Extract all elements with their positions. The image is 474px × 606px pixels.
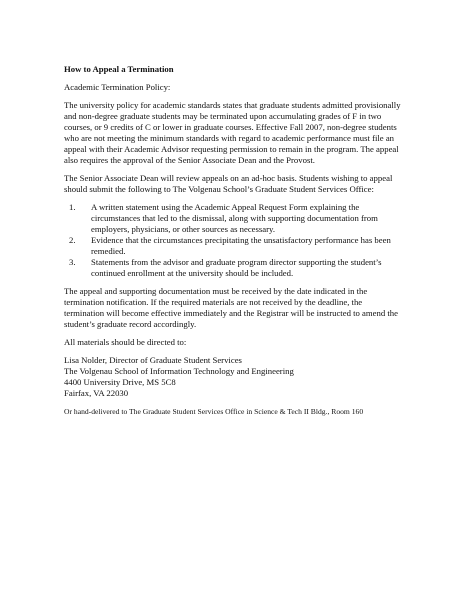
list-item-number: 2.: [69, 235, 76, 245]
review-paragraph: [64, 173, 424, 195]
address-line: Fairfax, VA 22030: [64, 388, 129, 398]
paragraph-line: termination will become effective immediately and the Registrar will be instructed to amend the: [64, 308, 398, 318]
intro-paragraph: [64, 100, 424, 166]
list-item: [69, 257, 424, 279]
list-item-number: 1.: [69, 202, 76, 212]
list-item-number: 3.: [69, 257, 76, 267]
paragraph-line: courses, or 9 credits of C or lower in graduate courses. Effective Fall 2007, non-degree students: [64, 122, 397, 132]
list-item-line: A written statement using the Academic Appeal Request Form explaining the: [91, 202, 360, 212]
mailing-address: [64, 355, 424, 399]
list-item-line: remedied.: [91, 246, 126, 256]
deadline-paragraph: [64, 286, 424, 330]
paragraph-line: and non-degree graduate students may be terminated upon accumulating grades of F in two: [64, 111, 382, 121]
list-item: [69, 202, 424, 235]
list-item-line: Evidence that the circumstances precipitating the unsatisfactory performance has been: [91, 235, 391, 245]
list-item-line: Statements from the advisor and graduate program director supporting the student’s: [91, 257, 382, 267]
address-line: Lisa Nolder, Director of Graduate Student Services: [64, 355, 242, 365]
list-item: [69, 235, 424, 257]
list-item-line: continued enrollment at the university should be included.: [91, 268, 294, 278]
document-title: How to Appeal a Termination: [64, 64, 174, 74]
policy-heading: Academic Termination Policy:: [64, 82, 171, 92]
paragraph-line: who are not meeting the minimum standards with regard to academic performance must file an: [64, 133, 395, 143]
paragraph-line: The Senior Associate Dean will review appeals on an ad-hoc basis. Students wishing to appeal: [64, 173, 393, 183]
paragraph-line: The appeal and supporting documentation must be received by the date indicated in the: [64, 286, 368, 296]
paragraph-line: also requires the approval of the Senior Associate Dean and the Provost.: [64, 155, 315, 165]
hand-delivery-note: Or hand-delivered to The Graduate Student Services Office in Science & Tech II Bldg., Room 160: [64, 407, 364, 416]
address-line: 4400 University Drive, MS 5C8: [64, 377, 176, 387]
paragraph-line: appeal with their Academic Advisor requesting permission to remain in the program. The appeal: [64, 144, 399, 154]
list-item-line: circumstances that led to the dismissal, along with supporting documentation from: [91, 213, 378, 223]
address-line: The Volgenau School of Information Technology and Engineering: [64, 366, 294, 376]
paragraph-line: The university policy for academic standards states that graduate students admitted provisionally: [64, 100, 401, 110]
directed-to-text: All materials should be directed to:: [64, 337, 187, 347]
paragraph-line: should submit the following to The Volgenau School’s Graduate Student Services Office:: [64, 184, 374, 194]
paragraph-line: termination notification. If the required materials are not received by the deadline, the: [64, 297, 363, 307]
document-page: [64, 64, 424, 417]
requirements-list: [64, 202, 424, 279]
paragraph-line: student’s graduate record accordingly.: [64, 319, 197, 329]
list-item-line: employers, physicians, or other sources as necessary.: [91, 224, 275, 234]
